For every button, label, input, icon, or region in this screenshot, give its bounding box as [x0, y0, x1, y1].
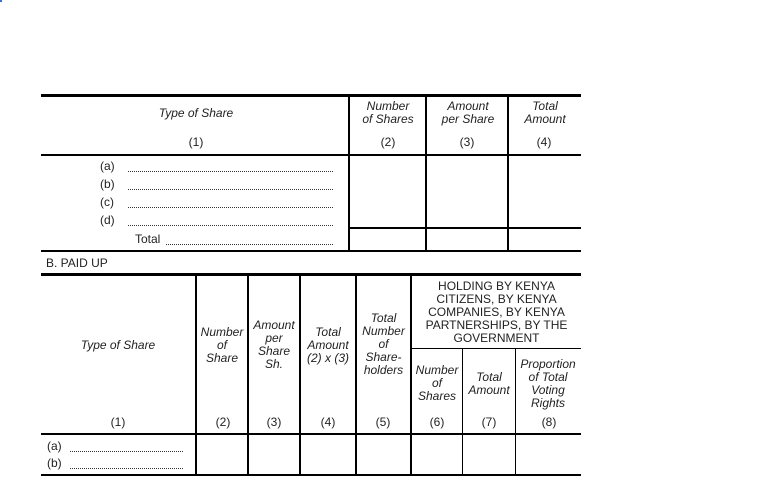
section-b-header-total-shareholders: Total Number of Share- holders: [362, 311, 405, 377]
section-a-header-type-of-share: Type of Share: [158, 106, 234, 120]
section-a-header-number-of-shares: Number of Shares: [362, 99, 414, 126]
section-a-total-label: Total: [135, 232, 161, 246]
section-b-row-label-a: (a): [47, 439, 62, 453]
section-a-row-c-dotted-line: [128, 206, 333, 208]
section-a-row-label-b: (b): [100, 177, 115, 191]
section-b-colnum-3: (3): [266, 415, 282, 429]
section-b-header-type-of-share: Type of Share: [80, 338, 156, 352]
section-a-bottom-rule: [41, 250, 581, 252]
section-a-row-d-dotted-line: [128, 224, 333, 226]
section-b-colnum-2: (2): [215, 415, 231, 429]
section-b-header-rule: [41, 433, 581, 435]
section-b-top-rule: [41, 273, 581, 276]
section-a-row-label-d: (d): [100, 213, 115, 227]
section-a-vline-2: [425, 94, 427, 252]
section-a-colnum-1: (1): [188, 135, 204, 149]
section-b-title: B. PAID UP: [46, 256, 108, 270]
corner-marker: [0, 0, 2, 2]
section-b-vline-6: [462, 348, 463, 476]
section-b-header-amount-per-share: Amount per Share Sh.: [253, 318, 295, 371]
section-b-colnum-4: (4): [320, 415, 336, 429]
section-b-header-holding-proportion: Proportion of Total Voting Rights: [520, 357, 576, 410]
section-a-vline-1: [348, 94, 350, 252]
section-b-colnum-6: (6): [429, 415, 445, 429]
section-a-row-label-a: (a): [100, 159, 115, 173]
section-b-header-holding-number-of-shares: Number of Shares: [415, 363, 459, 403]
section-b-vline-1: [195, 273, 197, 476]
section-a-row-label-c: (c): [100, 195, 114, 209]
section-a-total-rule: [349, 227, 581, 229]
section-b-header-holding-group: HOLDING BY KENYA CITIZENS, BY KENYA COMPANIES, BY KENYA PARTNERSHIPS, BY THE GOVERNMENT: [425, 279, 568, 345]
section-a-top-rule: [41, 94, 581, 97]
section-b-row-label-b: (b): [47, 456, 62, 470]
section-b-vline-3: [299, 273, 301, 476]
section-b-holding-subheader-rule: [410, 348, 581, 349]
section-b-header-number-of-share: Number of Share: [200, 325, 244, 365]
section-a-row-a-dotted-line: [128, 170, 333, 172]
section-a-header-total-amount: Total Amount: [524, 99, 566, 126]
section-b-row-a-dotted-line: [70, 450, 183, 452]
section-b-bottom-rule: [41, 474, 581, 476]
section-b-header-holding-total-amount: Total Amount: [468, 370, 510, 397]
section-b-colnum-5: (5): [375, 415, 391, 429]
section-b-colnum-8: (8): [541, 415, 557, 429]
section-b-vline-2: [247, 273, 249, 476]
section-a-total-dotted-line: [166, 243, 333, 245]
section-a-vline-3: [507, 94, 509, 252]
section-b-colnum-1: (1): [110, 415, 126, 429]
section-b-colnum-7: (7): [481, 415, 497, 429]
section-b-row-b-dotted-line: [70, 467, 183, 469]
section-a-header-rule: [41, 154, 581, 156]
section-a-colnum-4: (4): [536, 135, 552, 149]
section-a-row-b-dotted-line: [128, 188, 333, 190]
section-a-colnum-3: (3): [459, 135, 475, 149]
section-a-header-amount-per-share: Amount per Share: [441, 99, 495, 126]
section-b-header-total-amount: Total Amount (2) x (3): [307, 325, 349, 365]
section-a-colnum-2: (2): [380, 135, 396, 149]
